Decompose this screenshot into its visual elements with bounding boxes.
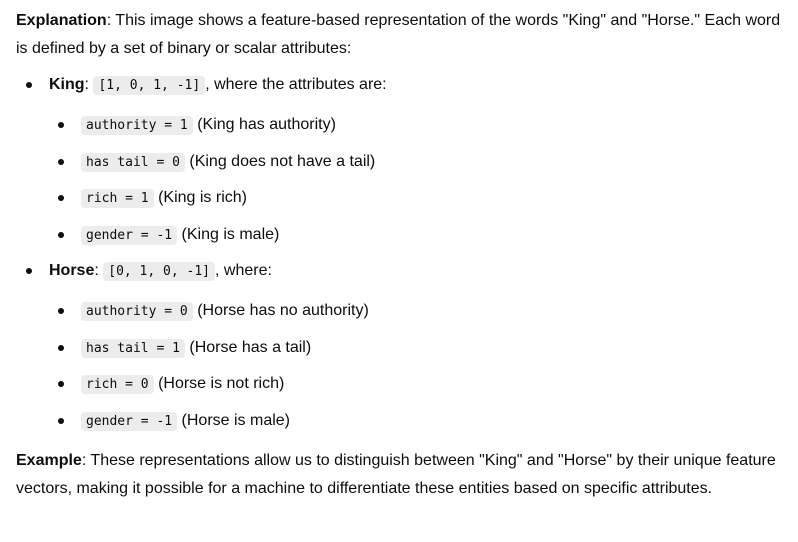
attribute-code: authority = 1 [81, 116, 193, 135]
bullet-icon [58, 308, 64, 314]
bullet-icon [58, 345, 64, 351]
king-vector: [1, 0, 1, -1] [93, 76, 205, 95]
king-label: King [49, 76, 85, 93]
bullet-icon [58, 232, 64, 238]
list-item [49, 107, 786, 144]
king-suffix: , where the attributes are: [205, 76, 387, 93]
list-item [49, 293, 786, 330]
list-item [49, 330, 786, 367]
attribute-code: has tail = 0 [81, 153, 185, 172]
attribute-code: gender = -1 [81, 412, 177, 431]
horse-attribute-list [49, 293, 786, 439]
explanation-text: : This image shows a feature-based representation of the words "King" and "Horse." Each word is defined by a set of binary or scalar attributes: [16, 12, 781, 57]
list-item [49, 217, 786, 254]
example-paragraph [16, 447, 786, 503]
horse-label: Horse [49, 262, 95, 279]
attribute-description: (Horse is male) [177, 411, 290, 429]
attribute-description: (Horse is not rich) [153, 375, 285, 392]
list-item-horse [16, 253, 786, 439]
list-item [49, 180, 786, 217]
king-sep: : [84, 76, 94, 93]
attribute-description: (King does not have a tail) [184, 152, 376, 170]
attribute-code: rich = 0 [81, 375, 154, 394]
bullet-icon [26, 82, 32, 88]
king-heading-line [49, 67, 786, 103]
word-list [16, 67, 786, 439]
attribute-description: (King has authority) [192, 116, 336, 133]
list-item [49, 366, 786, 403]
horse-suffix: , where: [215, 262, 272, 279]
list-item [49, 403, 786, 440]
document-body [16, 7, 786, 503]
attribute-description: (King is rich) [153, 189, 247, 206]
bullet-icon [58, 418, 64, 424]
bullet-icon [58, 195, 64, 201]
horse-heading-line [49, 253, 786, 289]
list-item-king [16, 67, 786, 253]
list-item [49, 144, 786, 181]
attribute-description: (Horse has no authority) [192, 302, 369, 319]
attribute-description: (Horse has a tail) [184, 338, 312, 356]
bullet-icon [58, 159, 64, 165]
bullet-icon [26, 268, 32, 274]
explanation-paragraph [16, 7, 786, 63]
horse-vector: [0, 1, 0, -1] [103, 262, 215, 281]
attribute-code: authority = 0 [81, 302, 193, 321]
attribute-code: has tail = 1 [81, 339, 185, 358]
attribute-code: rich = 1 [81, 189, 154, 208]
explanation-label: Explanation [16, 12, 107, 29]
example-label: Example [16, 452, 82, 469]
bullet-icon [58, 381, 64, 387]
attribute-description: (King is male) [177, 225, 280, 243]
king-attribute-list [49, 107, 786, 253]
bullet-icon [58, 122, 64, 128]
horse-sep: : [94, 262, 104, 279]
attribute-code: gender = -1 [81, 226, 177, 245]
example-text: : These representations allow us to distinguish between "King" and "Horse" by their unique feature vectors, making it possible for a machine to differentiate these entities based on specific attributes. [16, 452, 776, 497]
